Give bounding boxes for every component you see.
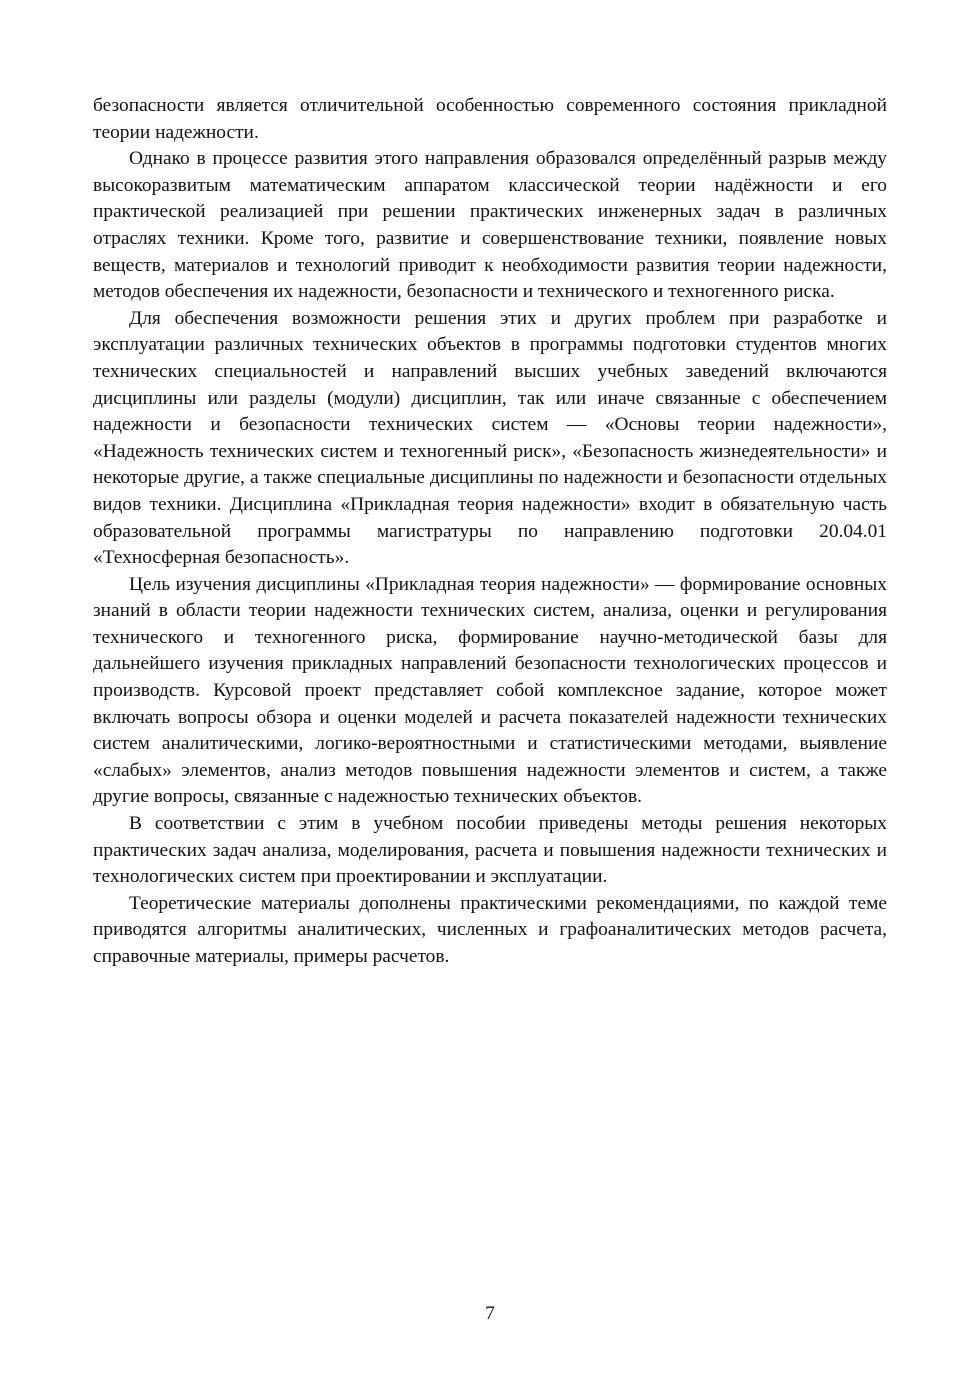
page-number: 7 xyxy=(485,1303,495,1324)
paragraph-course-goal: Цель изучения дисциплины «Прикладная теория надежности» — формирование основных знаний в области теории надежности технических систем, анализа, оценки и регулирования технического и техногенного риска, формирование научно-методической базы для дальнейшего изучения прикладных направлений безопасности технологических процессов и производств. Курсовой проект представляет собой комплексное задание, которое может включать вопросы обзора и оценки моделей и расчета показателей надежности технических систем аналитическими, логико-вероятностными и статистическими методами, выявление «слабых» элементов, анализ методов повышения надежности элементов и систем, а также другие вопросы, связанные с надежностью технических объектов. xyxy=(93,573,887,808)
page-body xyxy=(93,93,887,971)
paragraph-continuation: безопасности является отличительной особенностью современного состояния прикладной теории надежности. xyxy=(93,95,887,143)
paragraph-textbook-methods: В соответствии с этим в учебном пособии приведены методы решения некоторых практических задач анализа, моделирования, расчета и повышения надежности технических и технологических систем при проектировании и эксплуатации. xyxy=(93,813,887,888)
paragraph-theoretical-materials: Теоретические материалы дополнены практическими рекомендациями, по каждой теме приводятся алгоритмы аналитических, численных и графоаналитических методов расчета, справочные материалы, примеры расчетов. xyxy=(93,892,887,967)
paragraph-gap-between-theory-and-practice: Однако в процессе развития этого направления образовался определённый разрыв между высокоразвитым математическим аппаратом классической теории надёжности и его практической реализацией при решении практических инженерных задач в различных отраслях техники. Кроме того, развитие и совершенствование техники, появление новых веществ, материалов и технологий приводит к необходимости развития теории надежности, методов обеспечения их надежности, безопасности и технического и техногенного риска. xyxy=(93,148,887,303)
paragraph-disciplines: Для обеспечения возможности решения этих и других проблем при разработке и эксплуатации различных технических объектов в программы подготовки студентов многих технических специальностей и направлений высших учебных заведений включаются дисциплины или разделы (модули) дисциплин, так или иначе связанные с обеспечением надежности и безопасности технических систем — «Основы теории надежности», «Надежность технических систем и техногенный риск», «Безопасность жизнедеятельности» и некоторые другие, а также специальные дисциплины по надежности и безопасности отдельных видов техники. Дисциплина «Прикладная теория надежности» входит в обязательную часть образовательной программы магистратуры по направлению подготовки 20.04.01 «Техносферная безопасность». xyxy=(93,307,887,569)
